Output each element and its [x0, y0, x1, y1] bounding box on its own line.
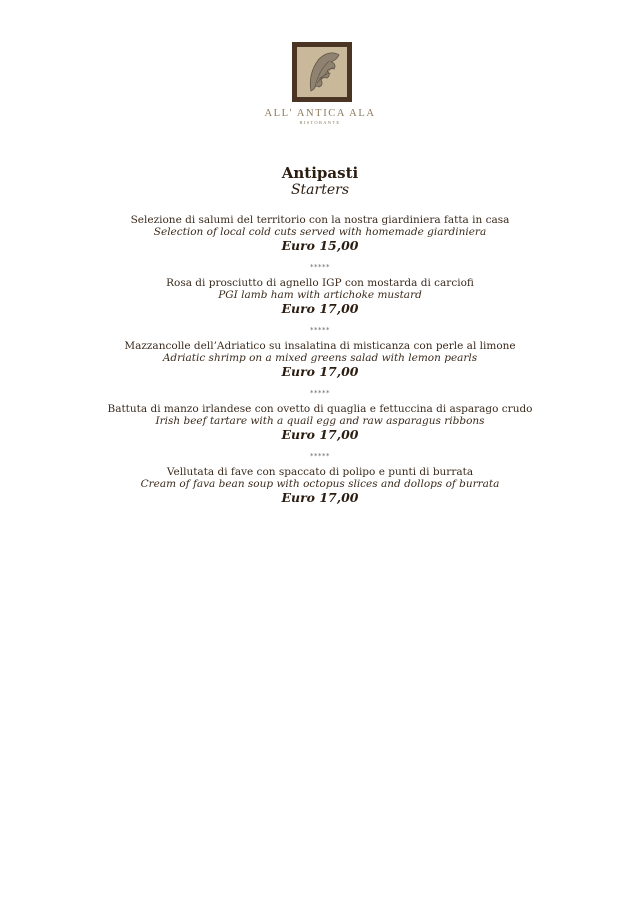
separator: *****	[310, 326, 330, 334]
menu-item	[0, 403, 640, 443]
section-title: Antipasti	[281, 164, 359, 182]
dish-name-italian: Mazzancolle dell’Adriatico su insalatina di misticanza con perle al limone	[124, 340, 516, 352]
menu-items	[0, 214, 640, 506]
separator: *****	[310, 263, 330, 271]
dish-price: Euro 17,00	[281, 364, 359, 379]
dish-price: Euro 17,00	[281, 301, 359, 316]
menu-item	[0, 340, 640, 380]
dish-name-italian: Vellutata di fave con spaccato di polipo e punti di burrata	[166, 466, 474, 478]
dish-price: Euro 17,00	[281, 490, 359, 505]
dish-name-italian: Battuta di manzo irlandese con ovetto di quaglia e fettuccina di asparago crudo	[107, 403, 533, 415]
dish-name-italian: Selezione di salumi del territorio con la nostra giardiniera fatta in casa	[130, 214, 510, 226]
dish-name-english: Adriatic shrimp on a mixed greens salad with lemon pearls	[162, 352, 478, 364]
dish-price: Euro 17,00	[281, 427, 359, 442]
separator: *****	[310, 389, 330, 397]
dish-name-english: Irish beef tartare with a quail egg and raw asparagus ribbons	[155, 415, 485, 427]
dish-name-english: Selection of local cold cuts served with homemade giardiniera	[153, 226, 487, 238]
wing-icon	[297, 47, 347, 97]
menu-item	[0, 277, 640, 317]
restaurant-logo	[292, 42, 352, 102]
restaurant-subtitle: RISTORANTE	[299, 120, 341, 125]
separator: *****	[310, 452, 330, 460]
dish-price: Euro 15,00	[281, 238, 359, 253]
restaurant-name: ALL' ANTICA ALA	[264, 108, 376, 119]
menu-item	[0, 466, 640, 506]
dish-name-italian: Rosa di prosciutto di agnello IGP con mostarda di carciofi	[166, 277, 474, 289]
section-subtitle: Starters	[290, 182, 350, 198]
menu-item	[0, 214, 640, 254]
dish-name-english: PGI lamb ham with artichoke mustard	[218, 289, 422, 301]
dish-name-english: Cream of fava bean soup with octopus slices and dollops of burrata	[140, 478, 500, 490]
